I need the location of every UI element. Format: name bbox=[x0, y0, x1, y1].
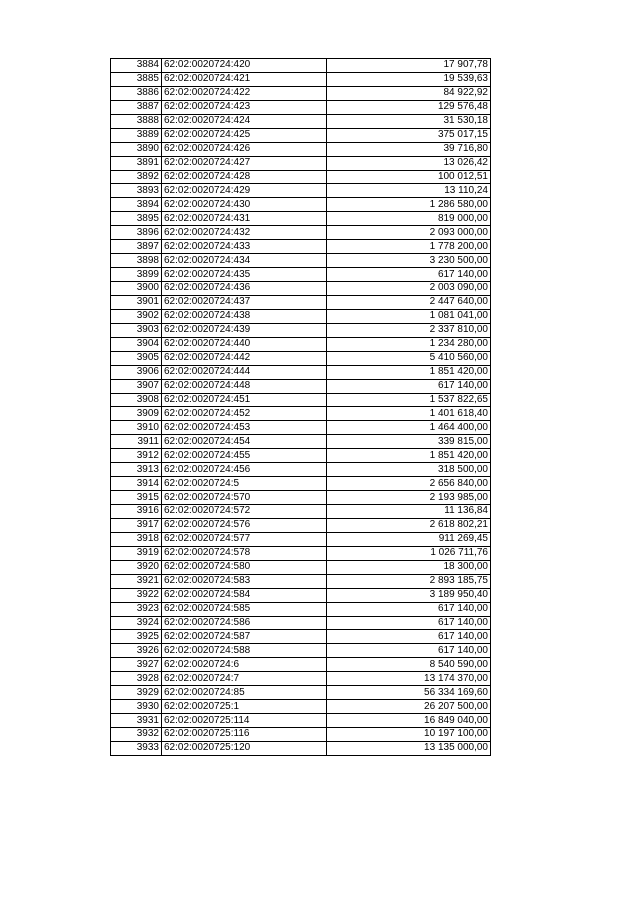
value-cell: 39 716,80 bbox=[327, 142, 491, 156]
row-number-cell: 3889 bbox=[111, 128, 162, 142]
value-cell: 2 656 840,00 bbox=[327, 477, 491, 491]
table-row bbox=[111, 309, 491, 323]
cadastral-number-cell: 62:02:0020724:578 bbox=[162, 546, 327, 560]
cadastral-number-cell: 62:02:0020724:426 bbox=[162, 142, 327, 156]
row-number-cell: 3909 bbox=[111, 407, 162, 421]
cadastral-number-cell: 62:02:0020725:120 bbox=[162, 741, 327, 755]
value-cell: 1 778 200,00 bbox=[327, 240, 491, 254]
table-row bbox=[111, 337, 491, 351]
cadastral-number-cell: 62:02:0020724:580 bbox=[162, 560, 327, 574]
table-row bbox=[111, 170, 491, 184]
cadastral-number-cell: 62:02:0020724:438 bbox=[162, 309, 327, 323]
row-number-cell: 3895 bbox=[111, 212, 162, 226]
table-row bbox=[111, 254, 491, 268]
table-row bbox=[111, 100, 491, 114]
value-cell: 2 893 185,75 bbox=[327, 574, 491, 588]
row-number-cell: 3901 bbox=[111, 295, 162, 309]
cadastral-number-cell: 62:02:0020724:448 bbox=[162, 379, 327, 393]
value-cell: 2 447 640,00 bbox=[327, 295, 491, 309]
value-cell: 3 230 500,00 bbox=[327, 254, 491, 268]
row-number-cell: 3903 bbox=[111, 323, 162, 337]
cadastral-number-cell: 62:02:0020725:1 bbox=[162, 700, 327, 714]
value-cell: 375 017,15 bbox=[327, 128, 491, 142]
cadastral-number-cell: 62:02:0020724:5 bbox=[162, 477, 327, 491]
cadastral-number-cell: 62:02:0020725:114 bbox=[162, 714, 327, 728]
table-row bbox=[111, 407, 491, 421]
value-cell: 2 093 000,00 bbox=[327, 226, 491, 240]
row-number-cell: 3931 bbox=[111, 714, 162, 728]
row-number-cell: 3908 bbox=[111, 393, 162, 407]
value-cell: 13 026,42 bbox=[327, 156, 491, 170]
row-number-cell: 3885 bbox=[111, 72, 162, 86]
row-number-cell: 3905 bbox=[111, 351, 162, 365]
table-row bbox=[111, 114, 491, 128]
value-cell: 2 003 090,00 bbox=[327, 282, 491, 296]
table-row bbox=[111, 295, 491, 309]
row-number-cell: 3907 bbox=[111, 379, 162, 393]
table-row bbox=[111, 268, 491, 282]
row-number-cell: 3921 bbox=[111, 574, 162, 588]
value-cell: 13 110,24 bbox=[327, 184, 491, 198]
row-number-cell: 3930 bbox=[111, 700, 162, 714]
table-row bbox=[111, 128, 491, 142]
row-number-cell: 3914 bbox=[111, 477, 162, 491]
value-cell: 19 539,63 bbox=[327, 72, 491, 86]
row-number-cell: 3886 bbox=[111, 86, 162, 100]
value-cell: 31 530,18 bbox=[327, 114, 491, 128]
table-row bbox=[111, 644, 491, 658]
table-row bbox=[111, 72, 491, 86]
value-cell: 2 337 810,00 bbox=[327, 323, 491, 337]
cadastral-number-cell: 62:02:0020724:431 bbox=[162, 212, 327, 226]
cadastral-number-cell: 62:02:0020724:423 bbox=[162, 100, 327, 114]
cadastral-number-cell: 62:02:0020724:420 bbox=[162, 59, 327, 73]
table-row bbox=[111, 86, 491, 100]
value-cell: 1 464 400,00 bbox=[327, 421, 491, 435]
value-cell: 2 618 802,21 bbox=[327, 518, 491, 532]
row-number-cell: 3896 bbox=[111, 226, 162, 240]
row-number-cell: 3919 bbox=[111, 546, 162, 560]
cadastral-number-cell: 62:02:0020724:576 bbox=[162, 518, 327, 532]
cadastral-number-cell: 62:02:0020724:454 bbox=[162, 435, 327, 449]
value-cell: 5 410 560,00 bbox=[327, 351, 491, 365]
value-cell: 26 207 500,00 bbox=[327, 700, 491, 714]
row-number-cell: 3888 bbox=[111, 114, 162, 128]
row-number-cell: 3913 bbox=[111, 463, 162, 477]
table-row bbox=[111, 560, 491, 574]
cadastral-number-cell: 62:02:0020724:424 bbox=[162, 114, 327, 128]
table-row bbox=[111, 588, 491, 602]
value-cell: 100 012,51 bbox=[327, 170, 491, 184]
row-number-cell: 3891 bbox=[111, 156, 162, 170]
table-row bbox=[111, 435, 491, 449]
cadastral-number-cell: 62:02:0020724:432 bbox=[162, 226, 327, 240]
table-row bbox=[111, 672, 491, 686]
row-number-cell: 3926 bbox=[111, 644, 162, 658]
row-number-cell: 3894 bbox=[111, 198, 162, 212]
cadastral-number-cell: 62:02:0020724:456 bbox=[162, 463, 327, 477]
cadastral-number-cell: 62:02:0020724:577 bbox=[162, 532, 327, 546]
table-row bbox=[111, 728, 491, 742]
value-cell: 911 269,45 bbox=[327, 532, 491, 546]
row-number-cell: 3910 bbox=[111, 421, 162, 435]
value-cell: 617 140,00 bbox=[327, 602, 491, 616]
row-number-cell: 3904 bbox=[111, 337, 162, 351]
row-number-cell: 3933 bbox=[111, 741, 162, 755]
value-cell: 18 300,00 bbox=[327, 560, 491, 574]
row-number-cell: 3915 bbox=[111, 491, 162, 505]
row-number-cell: 3911 bbox=[111, 435, 162, 449]
cadastral-number-cell: 62:02:0020724:588 bbox=[162, 644, 327, 658]
value-cell: 617 140,00 bbox=[327, 644, 491, 658]
table-row bbox=[111, 463, 491, 477]
row-number-cell: 3917 bbox=[111, 518, 162, 532]
value-cell: 3 189 950,40 bbox=[327, 588, 491, 602]
value-cell: 1 537 822,65 bbox=[327, 393, 491, 407]
value-cell: 13 135 000,00 bbox=[327, 741, 491, 755]
cadastral-number-cell: 62:02:0020724:572 bbox=[162, 505, 327, 519]
table-row bbox=[111, 184, 491, 198]
table-row bbox=[111, 700, 491, 714]
cadastral-number-cell: 62:02:0020724:440 bbox=[162, 337, 327, 351]
cadastral-number-cell: 62:02:0020724:6 bbox=[162, 658, 327, 672]
value-cell: 8 540 590,00 bbox=[327, 658, 491, 672]
table-row bbox=[111, 212, 491, 226]
cadastral-number-cell: 62:02:0020724:428 bbox=[162, 170, 327, 184]
table-row bbox=[111, 714, 491, 728]
value-cell: 617 140,00 bbox=[327, 268, 491, 282]
table-row bbox=[111, 546, 491, 560]
value-cell: 129 576,48 bbox=[327, 100, 491, 114]
cadastral-number-cell: 62:02:0020724:586 bbox=[162, 616, 327, 630]
table-row bbox=[111, 602, 491, 616]
value-cell: 1 851 420,00 bbox=[327, 365, 491, 379]
table-row bbox=[111, 156, 491, 170]
row-number-cell: 3928 bbox=[111, 672, 162, 686]
table-row bbox=[111, 351, 491, 365]
table-row bbox=[111, 240, 491, 254]
value-cell: 1 026 711,76 bbox=[327, 546, 491, 560]
table-row bbox=[111, 198, 491, 212]
cadastral-value-table bbox=[110, 58, 491, 756]
cadastral-number-cell: 62:02:0020724:451 bbox=[162, 393, 327, 407]
row-number-cell: 3906 bbox=[111, 365, 162, 379]
table-row bbox=[111, 518, 491, 532]
row-number-cell: 3893 bbox=[111, 184, 162, 198]
row-number-cell: 3932 bbox=[111, 728, 162, 742]
cadastral-number-cell: 62:02:0020724:433 bbox=[162, 240, 327, 254]
value-cell: 10 197 100,00 bbox=[327, 728, 491, 742]
value-cell: 617 140,00 bbox=[327, 616, 491, 630]
row-number-cell: 3927 bbox=[111, 658, 162, 672]
table-row bbox=[111, 59, 491, 73]
cadastral-number-cell: 62:02:0020724:444 bbox=[162, 365, 327, 379]
cadastral-number-cell: 62:02:0020724:584 bbox=[162, 588, 327, 602]
cadastral-number-cell: 62:02:0020724:585 bbox=[162, 602, 327, 616]
cadastral-number-cell: 62:02:0020724:453 bbox=[162, 421, 327, 435]
table-row bbox=[111, 686, 491, 700]
table-row bbox=[111, 532, 491, 546]
cadastral-number-cell: 62:02:0020724:452 bbox=[162, 407, 327, 421]
table-row bbox=[111, 741, 491, 755]
cadastral-number-cell: 62:02:0020724:583 bbox=[162, 574, 327, 588]
table-row bbox=[111, 477, 491, 491]
row-number-cell: 3897 bbox=[111, 240, 162, 254]
cadastral-number-cell: 62:02:0020724:85 bbox=[162, 686, 327, 700]
table-row bbox=[111, 323, 491, 337]
value-cell: 1 401 618,40 bbox=[327, 407, 491, 421]
table-row bbox=[111, 574, 491, 588]
table-row bbox=[111, 616, 491, 630]
row-number-cell: 3923 bbox=[111, 602, 162, 616]
table-row bbox=[111, 421, 491, 435]
value-cell: 56 334 169,60 bbox=[327, 686, 491, 700]
table-row bbox=[111, 658, 491, 672]
cadastral-number-cell: 62:02:0020724:455 bbox=[162, 449, 327, 463]
value-cell: 339 815,00 bbox=[327, 435, 491, 449]
cadastral-number-cell: 62:02:0020725:116 bbox=[162, 728, 327, 742]
table-row bbox=[111, 630, 491, 644]
table-row bbox=[111, 282, 491, 296]
cadastral-number-cell: 62:02:0020724:429 bbox=[162, 184, 327, 198]
row-number-cell: 3884 bbox=[111, 59, 162, 73]
row-number-cell: 3898 bbox=[111, 254, 162, 268]
value-cell: 13 174 370,00 bbox=[327, 672, 491, 686]
row-number-cell: 3900 bbox=[111, 282, 162, 296]
row-number-cell: 3925 bbox=[111, 630, 162, 644]
row-number-cell: 3892 bbox=[111, 170, 162, 184]
value-cell: 1 081 041,00 bbox=[327, 309, 491, 323]
cadastral-number-cell: 62:02:0020724:7 bbox=[162, 672, 327, 686]
cadastral-number-cell: 62:02:0020724:425 bbox=[162, 128, 327, 142]
row-number-cell: 3924 bbox=[111, 616, 162, 630]
value-cell: 1 234 280,00 bbox=[327, 337, 491, 351]
row-number-cell: 3916 bbox=[111, 505, 162, 519]
cadastral-number-cell: 62:02:0020724:422 bbox=[162, 86, 327, 100]
cadastral-number-cell: 62:02:0020724:421 bbox=[162, 72, 327, 86]
table-row bbox=[111, 226, 491, 240]
value-cell: 84 922,92 bbox=[327, 86, 491, 100]
value-cell: 11 136,84 bbox=[327, 505, 491, 519]
value-cell: 16 849 040,00 bbox=[327, 714, 491, 728]
row-number-cell: 3918 bbox=[111, 532, 162, 546]
row-number-cell: 3887 bbox=[111, 100, 162, 114]
table-row bbox=[111, 393, 491, 407]
cadastral-number-cell: 62:02:0020724:439 bbox=[162, 323, 327, 337]
cadastral-number-cell: 62:02:0020724:430 bbox=[162, 198, 327, 212]
row-number-cell: 3890 bbox=[111, 142, 162, 156]
table-row bbox=[111, 142, 491, 156]
value-cell: 617 140,00 bbox=[327, 379, 491, 393]
value-cell: 318 500,00 bbox=[327, 463, 491, 477]
table-body bbox=[111, 59, 491, 756]
table-row bbox=[111, 505, 491, 519]
table-row bbox=[111, 491, 491, 505]
cadastral-number-cell: 62:02:0020724:570 bbox=[162, 491, 327, 505]
cadastral-number-cell: 62:02:0020724:435 bbox=[162, 268, 327, 282]
row-number-cell: 3922 bbox=[111, 588, 162, 602]
cadastral-number-cell: 62:02:0020724:436 bbox=[162, 282, 327, 296]
table-row bbox=[111, 379, 491, 393]
value-cell: 617 140,00 bbox=[327, 630, 491, 644]
cadastral-number-cell: 62:02:0020724:587 bbox=[162, 630, 327, 644]
cadastral-number-cell: 62:02:0020724:427 bbox=[162, 156, 327, 170]
value-cell: 2 193 985,00 bbox=[327, 491, 491, 505]
cadastral-number-cell: 62:02:0020724:434 bbox=[162, 254, 327, 268]
row-number-cell: 3929 bbox=[111, 686, 162, 700]
value-cell: 1 851 420,00 bbox=[327, 449, 491, 463]
value-cell: 1 286 580,00 bbox=[327, 198, 491, 212]
row-number-cell: 3920 bbox=[111, 560, 162, 574]
row-number-cell: 3902 bbox=[111, 309, 162, 323]
cadastral-number-cell: 62:02:0020724:437 bbox=[162, 295, 327, 309]
table-row bbox=[111, 365, 491, 379]
cadastral-number-cell: 62:02:0020724:442 bbox=[162, 351, 327, 365]
row-number-cell: 3912 bbox=[111, 449, 162, 463]
value-cell: 819 000,00 bbox=[327, 212, 491, 226]
table-row bbox=[111, 449, 491, 463]
row-number-cell: 3899 bbox=[111, 268, 162, 282]
value-cell: 17 907,78 bbox=[327, 59, 491, 73]
